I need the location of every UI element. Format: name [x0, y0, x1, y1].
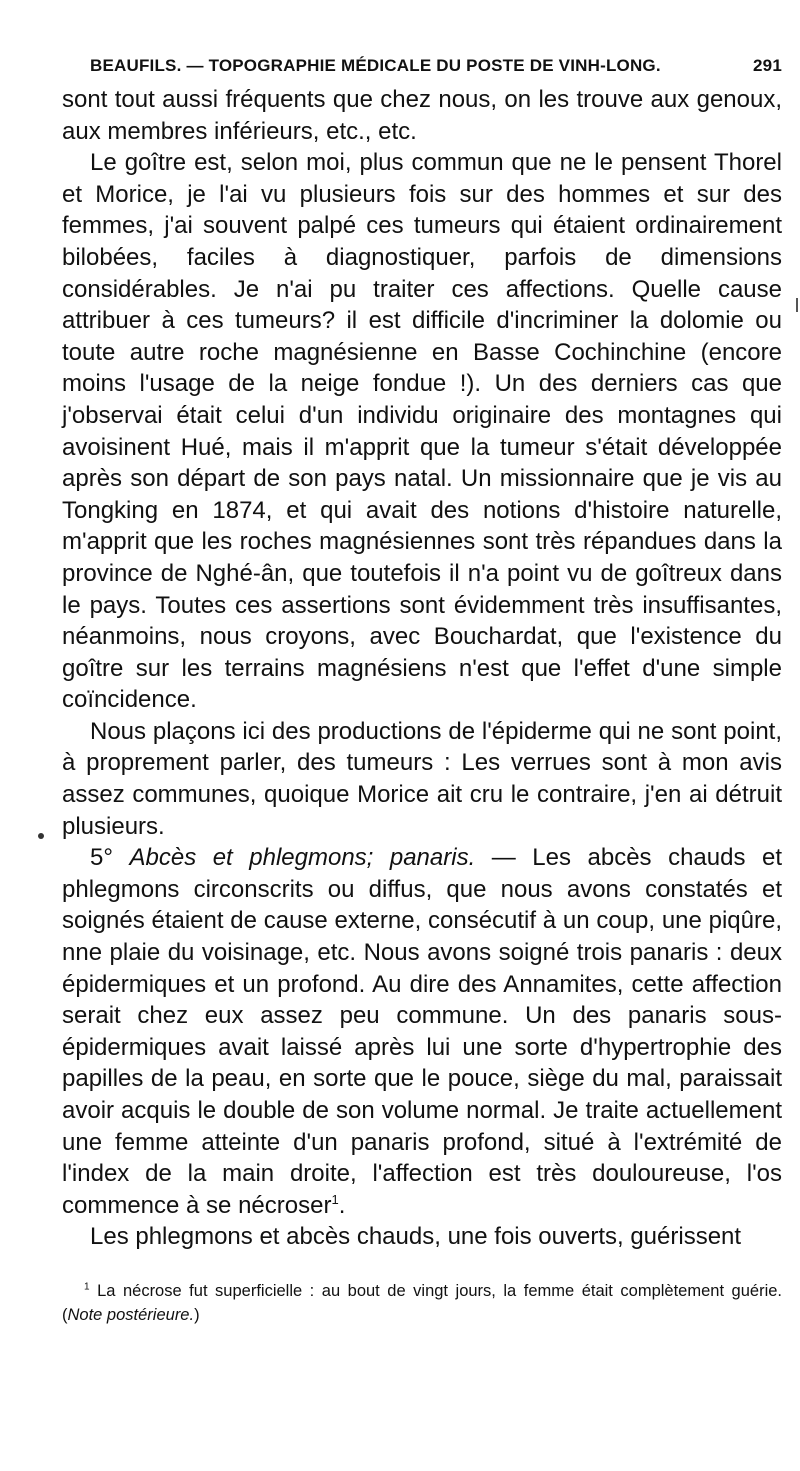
paragraph-verrues: Nous plaçons ici des productions de l'épiderme qui ne sont point, à proprement parler, des tumeurs : Les verrues sont à mon avis assez communes, quoique Morice ait cru le contraire, j'en ai détruit plusieurs.	[62, 717, 782, 840]
paragraph-phlegmons: Les phlegmons et abcès chauds, une fois ouverts, guérissent	[90, 1223, 742, 1251]
paragraph-continued: sont tout aussi fréquents que chez nous, on les trouve aux genoux, aux membres inférieurs, etc., etc.	[62, 86, 782, 145]
footnote-note-close: )	[194, 1305, 200, 1324]
body-text	[62, 84, 782, 1253]
footnote-reference: 1	[331, 1191, 339, 1207]
page-number: 291	[753, 56, 782, 75]
footnote-note-open: (	[62, 1305, 68, 1324]
ink-speck	[38, 833, 44, 839]
section-body-text: — Les abcès chauds et phlegmons circonscrits ou diffus, que nous avons constatés et soignés étaient de cause externe, consécutif à un coup, une piqûre, nne plaie du voisinage, etc. Nous avons soigné trois panaris : deux épidermiques et un profond. Au dire des Annamites, cette affection serait chez eux assez peu commune. Un des panaris sous-épidermiques avait laissé après lui une sorte d'hypertrophie des papilles de la peau, en sorte que le pouce, siège du mal, paraissait avoir acquis le double de son volume normal. Je traite actuellement une femme atteinte d'un panaris profond, situé à l'extrémité de l'index de la main droite, l'affection est très douloureuse, l'os commence à se nécroser	[62, 844, 783, 1219]
document-page	[62, 48, 782, 1327]
section-body-end: .	[338, 1191, 346, 1219]
section-number: 5°	[90, 844, 113, 872]
footnote-text: La nécrose fut superficielle : au bout de vingt jours, la femme était complètement guérie.	[97, 1281, 782, 1300]
paragraph-abces	[62, 842, 782, 1221]
footnote-note-label: Note postérieure.	[67, 1305, 195, 1324]
running-head-title: BEAUFILS. — TOPOGRAPHIE MÉDICALE DU POSTE DE VINH-LONG.	[90, 56, 661, 75]
footnote-marker: 1	[84, 1281, 90, 1293]
running-head	[62, 48, 782, 84]
footnote	[62, 1279, 782, 1327]
section-title: Abcès et phlegmons; panaris.	[129, 844, 476, 872]
page-edge-mark	[796, 298, 798, 312]
paragraph-goitre: Le goître est, selon moi, plus commun que ne le pensent Thorel et Morice, je l'ai vu plusieurs fois sur des hommes et sur des femmes, j'ai souvent palpé ces tumeurs qui étaient ordinairement bilobées, faciles à diagnostiquer, parfois de dimensions considérables. Je n'ai pu traiter ces affections. Quelle cause attribuer à ces tumeurs? il est difficile d'incriminer la dolomie ou toute autre roche magnésienne en Basse Cochinchine (encore moins l'usage de la neige fondue !). Un des derniers cas que j'observai était celui d'un individu originaire des montagnes qui avoisinent Hué, mais il m'apprit que la tumeur s'était développée après son départ de son pays natal. Un missionnaire que je vis au Tongking en 1874, et qui avait des notions d'histoire naturelle, m'apprit que les roches magnésiennes sont très répandues dans la province de Nghé-ân, que toutefois il n'a point vu de goîtreux dans le pays. Toutes ces assertions sont évidemment très insuffisantes, néanmoins, nous croyons, avec Bouchardat, que l'existence du goître sur les terrains magnésiens n'est que l'effet d'une simple coïncidence.	[62, 149, 782, 714]
